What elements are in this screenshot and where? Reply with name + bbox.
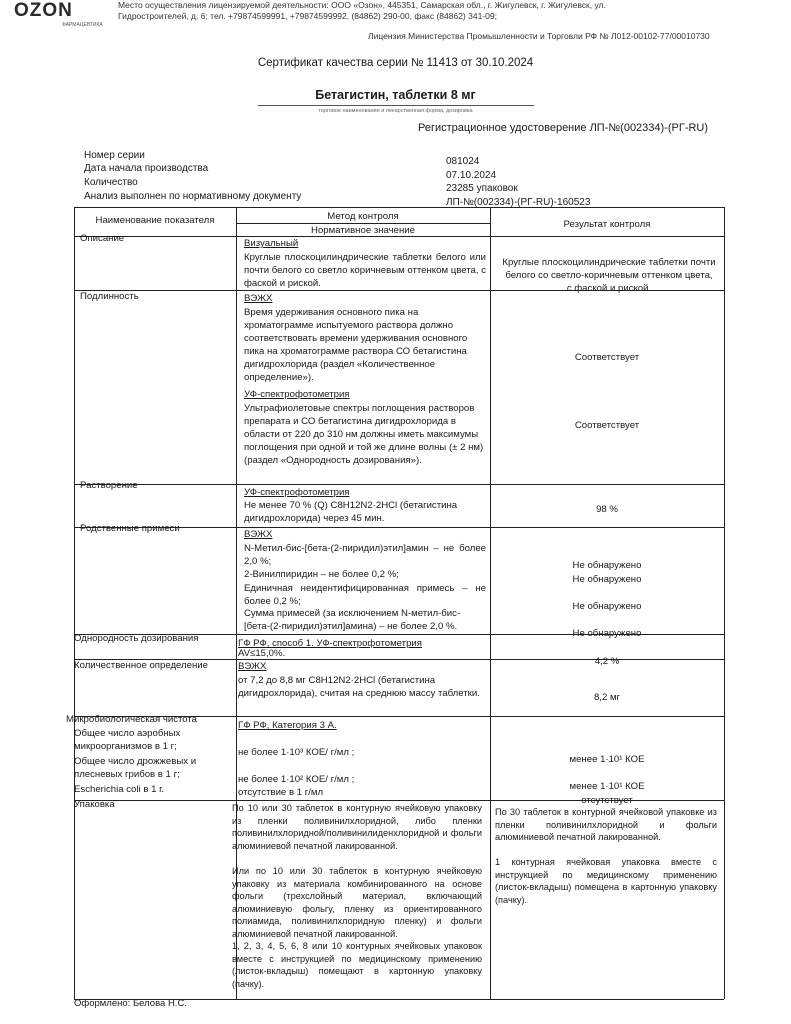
identity-method-hplc: ВЭЖХ [244, 293, 273, 304]
header-indicator: Наименование показателя [95, 215, 215, 226]
row-label-packaging: Упаковка [74, 799, 115, 810]
meta-value-quantity: 23285 упаковок [446, 183, 518, 194]
header-result: Результат контроля [563, 219, 651, 230]
uniformity-norm: AV≤15,0%. [238, 648, 286, 659]
meta-value-date: 07.10.2024 [446, 170, 497, 181]
impurities-result-2: Не обнаружено [572, 574, 642, 585]
microbiology-result-1: менее 1·10¹ КОЕ [569, 754, 645, 765]
dissolution-method: УФ-спектрофотометрия [244, 487, 350, 498]
product-subcaption: торговое наименование и лекарственная форма, дозировка [318, 108, 473, 114]
company-logo [14, 0, 73, 22]
description-method: Визуальный [244, 238, 299, 249]
row-label-microbiology: Микробиологическая чистота [66, 714, 198, 725]
row-label-uniformity: Однородность дозирования [74, 633, 199, 644]
logo-text: OZON [14, 0, 73, 21]
impurities-norm-3: Единичная неидентифицированная примесь – не более 0,2 %; [244, 583, 486, 607]
packaging-norm-3: 1, 2, 3, 4, 5, 6, 8 или 10 контурных ячейковых упаковок вместе с инструкцией по медицинскому применению (листок-вкладыш) помещают в картонную упаковку (пачку). [232, 941, 482, 989]
assay-method: ВЭЖХ [238, 661, 267, 672]
impurities-method: ВЭЖХ [244, 529, 273, 540]
description-norm: Круглые плоскоцилиндрические таблетки белого или почти белого со светло коричневым оттенком цвета, с фаской и риской. [244, 252, 486, 289]
meta-value-normdoc: ЛП-№(002334)-(РГ-RU)-160523 [446, 197, 591, 208]
packaging-result-1: По 30 таблеток в контурной ячейковой упаковке из пленки поливинилхлоридной и фольги алюминиевой печатной лакированной. [495, 807, 717, 842]
meta-value-batch: 081024 [446, 156, 480, 167]
product-underline [258, 105, 534, 106]
header-address-line: Место осуществления лицензируемой деятельности: ООО «Озон», 445351, Самарская обл., г. Жигулевск, г. Жигулевск, ул. [118, 0, 606, 10]
impurities-norm-2: 2-Винилпиридин – не более 0,2 %; [244, 569, 399, 580]
microbiology-result-2: менее 1·10¹ КОЕ [569, 781, 645, 792]
microbiology-method: ГФ РФ, Категория 3 А. [238, 720, 337, 731]
meta-label-batch: Номер серии [84, 150, 145, 161]
packaging-norm-2: Или по 10 или 30 таблеток в контурную ячейковую упаковку из материала комбинированного на основе фольги (трехслойный материал, включающий алюминиевую фольгу, пленку из ориентированного полиамида, поливинилхлоридную пленку) и фольги алюминиевой печатной лакированной. [232, 866, 482, 939]
row-label-identity: Подлинность [80, 291, 139, 302]
header-method: Метод контроля [327, 211, 399, 222]
product-name: Бетагистин, таблетки 8 мг [315, 88, 476, 102]
logo-subtitle: ФАРМАЦЕВТИКА [62, 22, 103, 28]
row-label-impurities: Родственные примеси [80, 523, 180, 534]
row-divider [74, 484, 724, 485]
packaging-norm-1: По 10 или 30 таблеток в контурную ячейковую упаковку из пленки поливинилхлоридной, либо пленки поливинилхлоридной/поливинилиденхлоридной и фольги алюминиевой печатной лакированной. [232, 803, 482, 851]
meta-label-quantity: Количество [84, 177, 138, 188]
dissolution-result: 98 % [596, 504, 618, 515]
packaging-result-2: 1 контурная ячейковая упаковка вместе с инструкцией по медицинскому применению (листок-вкладыш) помещена в картонную упаковку (пачку). [495, 857, 717, 905]
header-contacts-line: Гидростроителей, д. 6; тел. +79874599991, +79874599992, (84862) 290-00, факс (84862) 341-09; [118, 11, 497, 21]
assay-norm: от 7,2 до 8,8 мг C8H12N2·2HCl (бетагистина дигидрохлорида), считая на среднюю массу таблетки. [238, 675, 480, 699]
impurities-result-3: Не обнаружено [572, 601, 642, 612]
microbiology-norm-1: не более 1·10³ КОЕ/ г/мл ; [238, 747, 355, 758]
impurities-result-1: Не обнаружено [572, 560, 642, 571]
microbiology-sub-aerobes: Общее число аэробных микроорганизмов в 1 г; [74, 728, 181, 752]
identity-norm-hplc: Время удерживания основного пика на хроматограмме испытуемого раствора должно соответствовать времени удерживания основного пика на хроматограмме раствора СО бетагистина дигидрохлорида (раздел «Количественное определение»). [244, 307, 468, 383]
dissolution-norm: Не менее 70 % (Q) C8H12N2·2HCl (бетагистина дигидрохлорида) через 45 мин. [244, 500, 458, 524]
impurities-norm-4: Сумма примесей (за исключением N-метил-бис-[бета-(2-пиридил)этил]амина) – не более 2,0 %. [244, 608, 461, 632]
registration-certificate: Регистрационное удостоверение ЛП-№(002334)-(РГ-RU) [418, 122, 709, 134]
col-border [724, 207, 725, 999]
microbiology-norm-3: отсутствие в 1 г/мл [238, 787, 324, 798]
impurities-norm-1: N-Метил-бис-[бета-(2-пиридил)этил]амин – не более 2,0 %; [244, 543, 486, 567]
microbiology-result-3: отсутствует [581, 795, 633, 806]
row-label-assay: Количественное определение [74, 660, 208, 671]
certificate-title: Сертификат качества серии № 11413 от 30.10.2024 [257, 57, 534, 69]
identity-result-uv: Соответствует [574, 420, 640, 431]
description-result: Круглые плоскоцилиндрические таблетки почти белого со светло-коричневым оттенком цвета, с фаской и риской. [502, 257, 716, 294]
identity-result-hplc: Соответствует [574, 352, 640, 363]
identity-method-uv: УФ-спектрофотометрия [244, 389, 350, 400]
row-label-description: Описание [80, 233, 125, 244]
header-license-line: Лицензия Министерства Промышленности и Торговли РФ № Л012-00102-77/00010730 [368, 31, 710, 41]
meta-label-date: Дата начала производства [84, 163, 209, 174]
microbiology-sub-ecoli: Escherichia coli в 1 г. [74, 784, 165, 795]
row-label-dissolution: Растворение [80, 480, 138, 491]
meta-label-normdoc: Анализ выполнен по нормативному документу [84, 191, 302, 202]
prepared-by: Оформлено: Белова Н.С. [74, 998, 187, 1009]
microbiology-sub-fungi: Общее число дрожжевых и плесневых грибов в 1 г; [74, 756, 197, 780]
impurities-result-4: Не обнаружено [572, 628, 642, 639]
col-border [74, 207, 75, 999]
header-norm: Нормативное значение [311, 225, 415, 236]
assay-result: 8,2 мг [593, 692, 621, 703]
microbiology-norm-2: не более 1·10² КОЕ/ г/мл ; [238, 774, 355, 785]
table-top-border [74, 207, 724, 208]
uniformity-result: 4,2 % [594, 656, 620, 667]
uniformity-method: ГФ РФ, способ 1. УФ-спектрофотометрия [238, 638, 422, 649]
identity-norm-uv: Ультрафиолетовые спектры поглощения растворов препарата и СО бетагистина дигидрохлорида в области от 220 до 310 нм должны иметь максимумы поглощения при одной и той же длине волны (± 2 нм) (раздел «Однородность дозирования»). [244, 403, 484, 466]
